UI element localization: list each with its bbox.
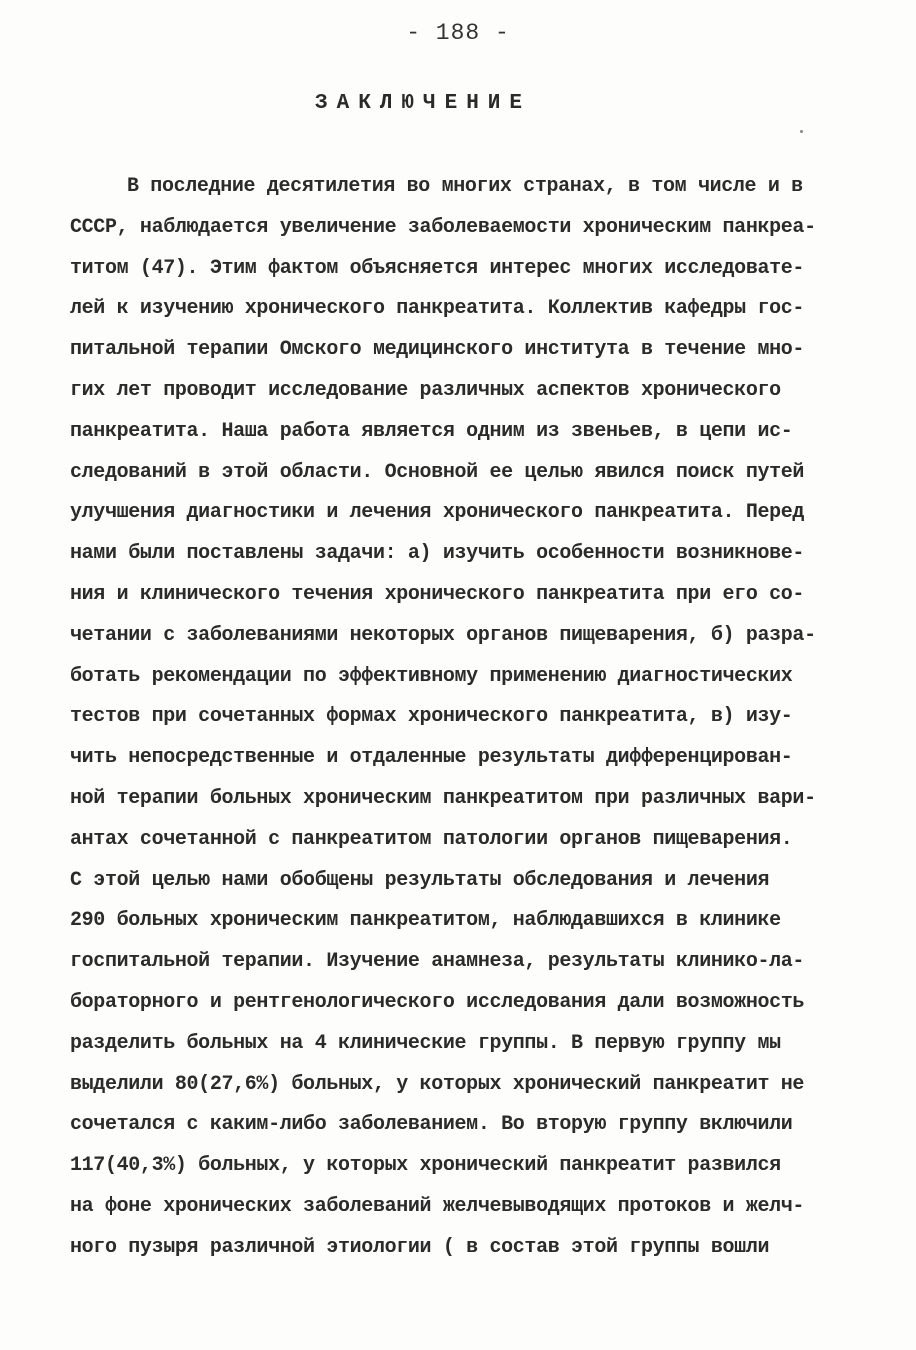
text-line: 290 больных хроническим панкреатитом, наблюдавшихся в клинике: [70, 909, 781, 933]
section-heading: ЗАКЛЮЧЕНИЕ: [314, 92, 532, 115]
text-line: В последние десятилетия во многих странах, в том числе и в: [127, 175, 803, 198]
paper-speck: [800, 130, 803, 133]
text-line: ботать рекомендации по эффективному применению диагностических: [70, 664, 793, 688]
text-line: панкреатита. Наша работа является одним из звеньев, в цепи ис-: [70, 419, 793, 443]
text-line: СССР, наблюдается увеличение заболеваемости хроническим панкреа-: [70, 215, 816, 239]
body-text: [70, 174, 850, 1276]
page-number: - 188 -: [406, 20, 510, 46]
text-line: гих лет проводит исследование различных аспектов хронического: [70, 378, 781, 402]
text-line: на фоне хронических заболеваний желчевыводящих протоков и желч-: [70, 1194, 805, 1218]
text-line: бораторного и рентгенологического исследования дали возможность: [70, 990, 805, 1014]
text-line: следований в этой области. Основной ее целью явился поиск путей: [70, 460, 805, 484]
text-line: ния и клинического течения хронического панкреатита при его со-: [70, 582, 805, 606]
text-line: питальной терапии Омского медицинского института в течение мно-: [70, 338, 805, 362]
text-line: выделили 80(27,6%) больных, у которых хронический панкреатит не: [70, 1072, 805, 1096]
text-line: лей к изучению хронического панкреатита. Коллектив кафедры гос-: [70, 297, 805, 321]
text-line: улучшения диагностики и лечения хронического панкреатита. Перед: [70, 501, 805, 525]
text-line: разделить больных на 4 клинические группы. В первую группу мы: [70, 1031, 781, 1055]
text-line: антах сочетанной с панкреатитом патологии органов пищеварения.: [70, 827, 793, 851]
text-line: четании с заболеваниями некоторых органов пищеварения, б) разра-: [70, 623, 816, 647]
text-line: ного пузыря различной этиологии ( в состав этой группы вошли: [70, 1235, 770, 1259]
text-line: сочетался с каким-либо заболеванием. Во вторую группу включили: [70, 1113, 793, 1137]
text-line: титом (47). Этим фактом объясняется интерес многих исследовате-: [70, 256, 805, 280]
text-line: 117(40,3%) больных, у которых хронический панкреатит развился: [70, 1154, 781, 1178]
text-line: чить непосредственные и отдаленные результаты дифференцирован-: [70, 746, 793, 770]
text-line: госпитальной терапии. Изучение анамнеза, результаты клинико-ла-: [70, 950, 805, 974]
text-line: нами были поставлены задачи: а) изучить особенности возникнове-: [70, 542, 805, 566]
text-line: ной терапии больных хроническим панкреатитом при различных вари-: [70, 786, 816, 810]
text-line: С этой целью нами обобщены результаты обследования и лечения: [70, 868, 770, 892]
text-line: тестов при сочетанных формах хронического панкреатита, в) изу-: [70, 705, 793, 729]
